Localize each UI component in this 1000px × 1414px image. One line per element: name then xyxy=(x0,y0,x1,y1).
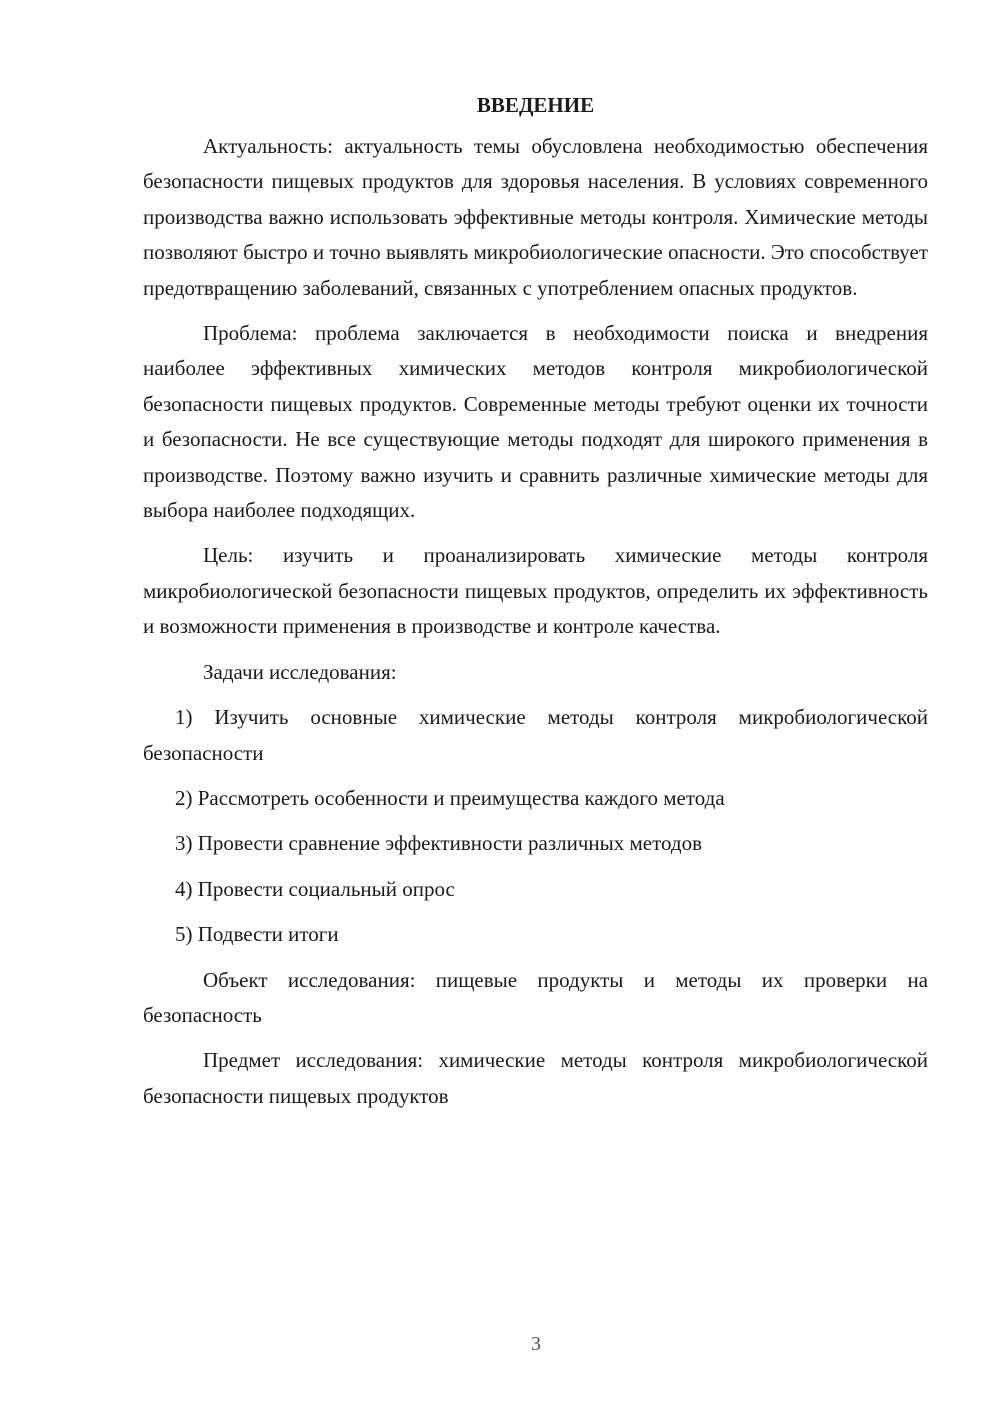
task-item-3: 3) Провести сравнение эффективности различных методов xyxy=(175,831,702,856)
task-item-4: 4) Провести социальный опрос xyxy=(175,876,455,901)
paragraph-subject: Предмет исследования: химические методы контроля микробиологической безопасности пищевых продуктов xyxy=(143,1048,928,1108)
page-content xyxy=(143,88,928,1124)
task-item-5: 5) Подвести итоги xyxy=(175,922,339,947)
task-item-2: 2) Рассмотреть особенности и преимущества каждого метода xyxy=(175,785,725,810)
page-number: 3 xyxy=(531,1333,541,1355)
paragraph-relevance: Актуальность: актуальность темы обусловлена необходимостью обеспечения безопасности пищевых продуктов для здоровья населения. В условиях современного производства важно использовать эффективные методы контроля. Химические методы позволяют быстро и точно выявлять микробиологические опасности. Это способствует предотвращению заболеваний, связанных с употреблением опасных продуктов. xyxy=(143,134,928,300)
paragraph-goal: Цель: изучить и проанализировать химические методы контроля микробиологической безопасности пищевых продуктов, определить их эффективность и возможности применения в производстве и контроле качества. xyxy=(143,543,928,639)
paragraph-problem: Проблема: проблема заключается в необходимости поиска и внедрения наиболее эффективных химических методов контроля микробиологической безопасности пищевых продуктов. Современные методы требуют оценки их точности и безопасности. Не все существующие методы подходят для широкого применения в производстве. Поэтому важно изучить и сравнить различные химические методы для выбора наиболее подходящих. xyxy=(143,321,928,523)
paragraph-object: Объект исследования: пищевые продукты и методы их проверки на безопасность xyxy=(143,967,928,1027)
page-title: ВВЕДЕНИЕ xyxy=(476,93,595,117)
task-item-1: 1) Изучить основные химические методы контроля микробиологической безопасности xyxy=(143,705,928,765)
tasks-heading: Задачи исследования: xyxy=(203,659,397,684)
